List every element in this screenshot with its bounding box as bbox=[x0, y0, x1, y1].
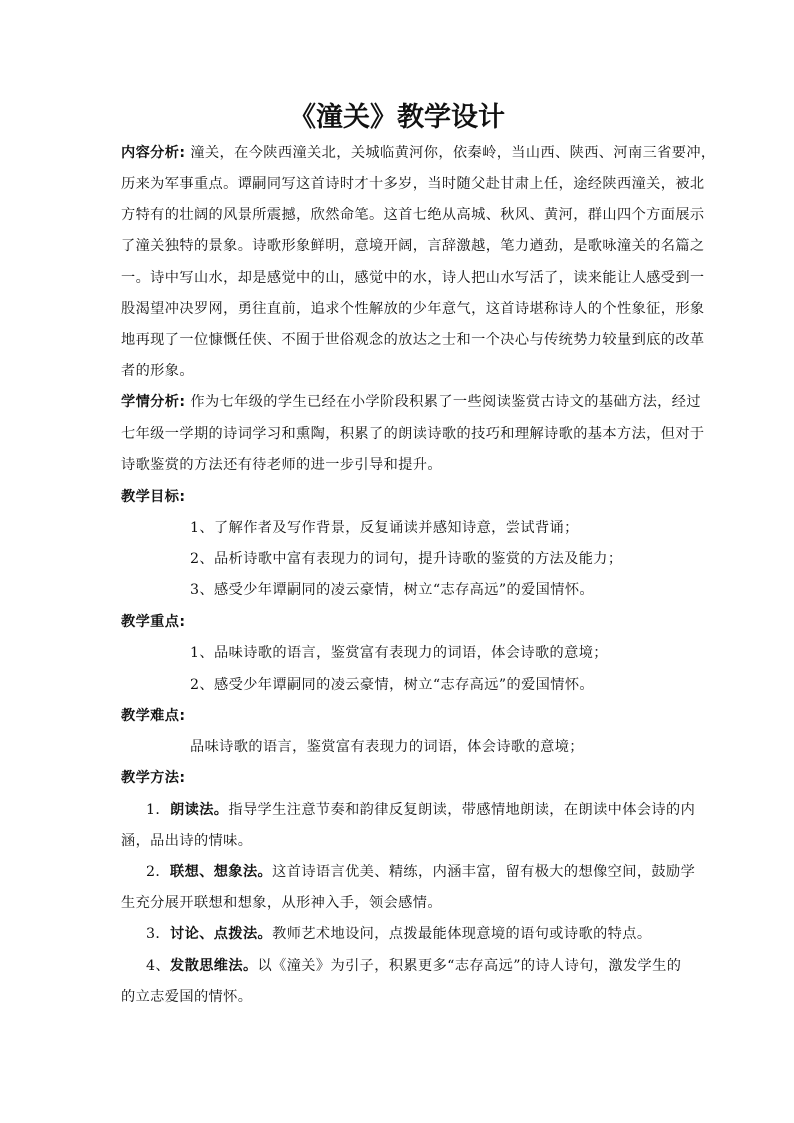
content-analysis-line-5: 一。诗中写山水，却是感觉中的山，感觉中的水，诗人把山水写活了，读来能让人感受到一 bbox=[121, 270, 705, 286]
content-analysis-line-8: 者的形象。 bbox=[121, 363, 194, 379]
content-analysis-line-2: 历来为军事重点。谭嗣同写这首诗时才十多岁，当时随父赴甘肃上任，途经陕西潼关，被北 bbox=[121, 176, 705, 192]
methods-label: 教学方法: bbox=[121, 770, 186, 786]
method-name: 朗读法。 bbox=[170, 802, 229, 818]
key-points-label: 教学重点: bbox=[121, 614, 186, 630]
objective-item: 1、了解作者及写作背景，反复诵读并感知诗意，尝试背诵； bbox=[190, 520, 579, 536]
learner-analysis-line-2: 七年级一学期的诗词学习和熏陶，积累了的朗读诗歌的技巧和理解诗歌的基本方法，但对于 bbox=[121, 426, 705, 442]
method-item-4: 4、发散思维法。以《潼关》为引子，积累更多“志存高远”的诗人诗句，激发学生的 bbox=[146, 958, 682, 974]
method-item-4-cont: 的立志爱国的情怀。 bbox=[121, 989, 253, 1005]
document-title: 《潼关》教学设计 bbox=[289, 102, 505, 133]
objective-item: 2、品析诗歌中富有表现力的词句，提升诗歌的鉴赏的方法及能力； bbox=[190, 551, 623, 567]
difficulties-text: 品味诗歌的语言，鉴赏富有表现力的词语，体会诗歌的意境； bbox=[190, 739, 584, 755]
content-analysis-line-4: 了潼关独特的景象。诗歌形象鲜明，意境开阔，言辞激越，笔力遒劲，是歌咏潼关的名篇之 bbox=[121, 238, 705, 254]
method-name: 讨论、点拨法。 bbox=[170, 926, 273, 942]
method-item-1: 1．朗读法。指导学生注意节奏和韵律反复朗读，带感情地朗读，在朗读中体会诗的内 bbox=[146, 802, 696, 818]
difficulties-label: 教学难点: bbox=[121, 708, 186, 724]
learner-analysis-line-1: 学情分析: 作为七年级的学生已经在小学阶段积累了一些阅读鉴赏古诗文的基础方法，经过 bbox=[121, 394, 701, 410]
key-point-item: 1、品味诗歌的语言，鉴赏富有表现力的词语，体会诗歌的意境； bbox=[190, 645, 608, 661]
content-analysis-label: 内容分析: bbox=[121, 145, 186, 161]
objectives-label: 教学目标: bbox=[121, 489, 186, 505]
learner-analysis-line-3: 诗歌鉴赏的方法还有待老师的进一步引导和提升。 bbox=[121, 457, 442, 473]
method-name: 发散思维法。 bbox=[170, 958, 258, 974]
content-analysis-line-7: 地再现了一位慷慨任侠、不囿于世俗观念的放达之士和一个决心与传统势力较量到底的改革 bbox=[121, 332, 705, 348]
objective-item: 3、感受少年谭嗣同的凌云豪情，树立“志存高远”的爱国情怀。 bbox=[190, 582, 595, 598]
content-analysis-line-6: 股渴望冲决罗网，勇往直前，追求个性解放的少年意气，这首诗堪称诗人的个性象征，形象 bbox=[121, 301, 705, 317]
content-analysis-line-3: 方特有的壮阔的风景所震撼，欣然命笔。这首七绝从高城、秋风、黄河，群山四个方面展示 bbox=[121, 207, 705, 223]
method-item-1-cont: 涵，品出诗的情味。 bbox=[121, 833, 253, 849]
content-analysis-line-1: 内容分析: 潼关，在今陕西潼关北，关城临黄河你，依秦岭，当山西、陕西、河南三省要冲， bbox=[121, 145, 716, 161]
method-item-3: 3．讨论、点拨法。教师艺术地设问，点拨最能体现意境的语句或诗歌的特点。 bbox=[146, 926, 652, 942]
learner-analysis-label: 学情分析: bbox=[121, 394, 186, 410]
method-item-2: 2．联想、想象法。这首诗语言优美、精练，内涵丰富，留有极大的想像空间，鼓励学 bbox=[146, 864, 696, 880]
key-point-item: 2、感受少年谭嗣同的凌云豪情，树立“志存高远”的爱国情怀。 bbox=[190, 677, 595, 693]
method-item-2-cont: 生充分展开联想和想象，从形神入手，领会感情。 bbox=[121, 895, 442, 911]
method-name: 联想、想象法。 bbox=[170, 864, 273, 880]
